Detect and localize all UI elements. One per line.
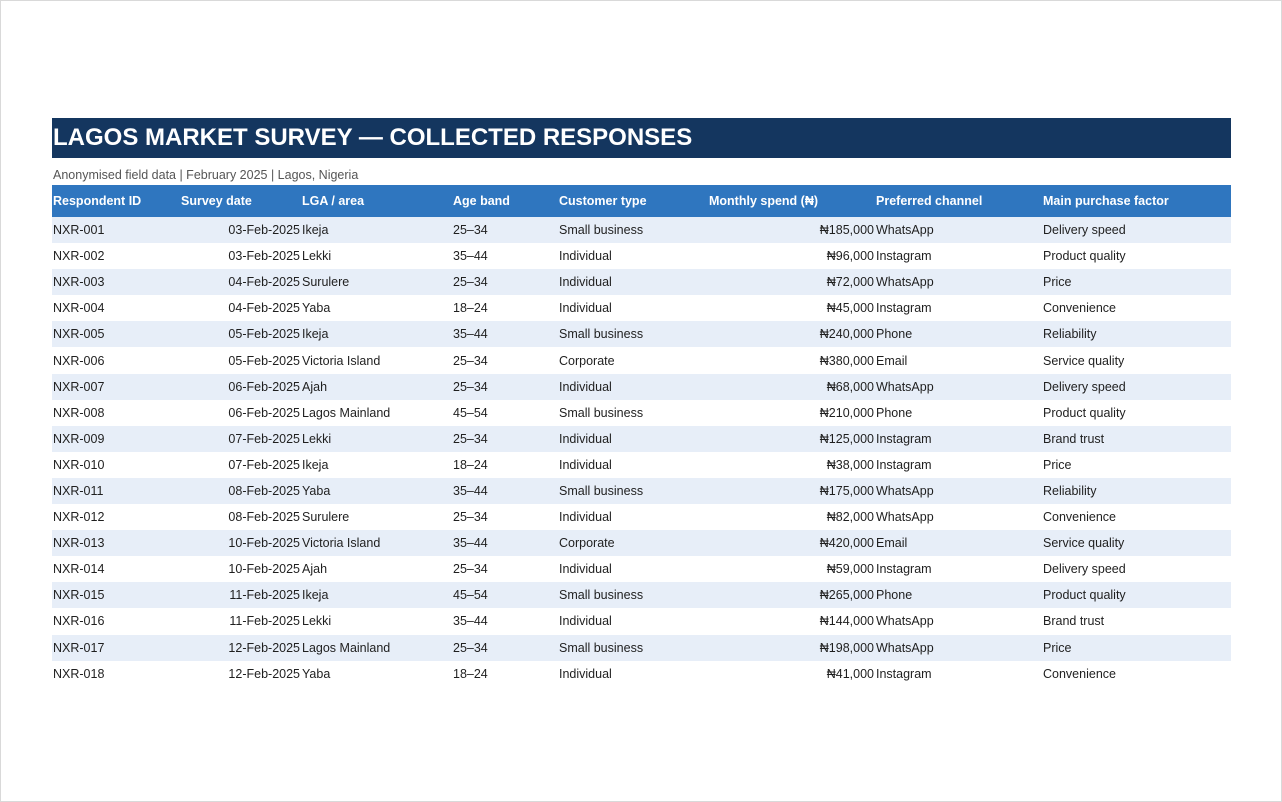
survey-date-cell[interactable]: 05-Feb-2025 [180,347,301,373]
age-band-cell[interactable]: 18–24 [452,452,558,478]
age-band-cell[interactable]: 25–34 [452,374,558,400]
lga-area-cell[interactable]: Ikeja [301,217,452,243]
lga-area-cell[interactable]: Lagos Mainland [301,400,452,426]
preferred-channel-cell[interactable]: Phone [875,582,1042,608]
preferred-channel-cell[interactable]: WhatsApp [875,269,1042,295]
sheet-title[interactable]: LAGOS MARKET SURVEY — COLLECTED RESPONSES [52,118,1231,158]
customer-type-cell[interactable]: Corporate [558,347,708,373]
monthly-spend-cell[interactable]: ₦420,000 [708,530,875,556]
main-purchase-factor-cell[interactable]: Convenience [1042,661,1231,687]
col-header-customer-type[interactable]: Customer type [558,185,708,217]
preferred-channel-cell[interactable]: Instagram [875,426,1042,452]
monthly-spend-cell[interactable]: ₦240,000 [708,321,875,347]
monthly-spend-cell[interactable]: ₦265,000 [708,582,875,608]
table-row [52,347,1231,373]
main-purchase-factor-cell[interactable]: Delivery speed [1042,217,1231,243]
main-purchase-factor-cell[interactable]: Service quality [1042,347,1231,373]
lga-area-cell[interactable]: Surulere [301,269,452,295]
lga-area-cell[interactable]: Yaba [301,295,452,321]
table-row [52,243,1231,269]
survey-date-cell[interactable]: 11-Feb-2025 [180,608,301,634]
lga-area-cell[interactable]: Victoria Island [301,530,452,556]
monthly-spend-cell[interactable]: ₦185,000 [708,217,875,243]
customer-type-cell[interactable]: Individual [558,608,708,634]
survey-date-cell[interactable]: 04-Feb-2025 [180,269,301,295]
age-band-cell[interactable]: 25–34 [452,347,558,373]
customer-type-cell[interactable]: Small business [558,635,708,661]
col-header-age-band[interactable]: Age band [452,185,558,217]
preferred-channel-cell[interactable]: Instagram [875,452,1042,478]
monthly-spend-cell[interactable]: ₦41,000 [708,661,875,687]
survey-date-cell[interactable]: 05-Feb-2025 [180,321,301,347]
lga-area-cell[interactable]: Yaba [301,478,452,504]
preferred-channel-cell[interactable]: Phone [875,400,1042,426]
monthly-spend-cell[interactable]: ₦144,000 [708,608,875,634]
table-row [52,269,1231,295]
table-row [52,374,1231,400]
preferred-channel-cell[interactable]: WhatsApp [875,608,1042,634]
table-row [52,530,1231,556]
age-band-cell[interactable]: 45–54 [452,582,558,608]
customer-type-cell[interactable]: Small business [558,478,708,504]
customer-type-cell[interactable]: Small business [558,321,708,347]
lga-area-cell[interactable]: Ikeja [301,582,452,608]
respondent-id-cell[interactable]: NXR-007 [52,374,180,400]
col-header-preferred-channel[interactable]: Preferred channel [875,185,1042,217]
monthly-spend-cell[interactable]: ₦72,000 [708,269,875,295]
customer-type-cell[interactable]: Individual [558,243,708,269]
customer-type-cell[interactable]: Individual [558,426,708,452]
main-purchase-factor-cell[interactable]: Delivery speed [1042,556,1231,582]
sheet-subtitle[interactable]: Anonymised field data | February 2025 | Lagos, Nigeria [53,168,359,182]
monthly-spend-cell[interactable]: ₦38,000 [708,452,875,478]
customer-type-cell[interactable]: Individual [558,661,708,687]
responses-table [52,185,1231,687]
preferred-channel-cell[interactable]: Email [875,530,1042,556]
age-band-cell[interactable]: 35–44 [452,608,558,634]
main-purchase-factor-cell[interactable]: Convenience [1042,504,1231,530]
survey-date-cell[interactable]: 03-Feb-2025 [180,243,301,269]
col-header-respondent-id[interactable]: Respondent ID [52,185,180,217]
age-band-cell[interactable]: 35–44 [452,243,558,269]
table-row [52,661,1231,687]
table-row [52,321,1231,347]
survey-date-cell[interactable]: 04-Feb-2025 [180,295,301,321]
age-band-cell[interactable]: 35–44 [452,321,558,347]
monthly-spend-cell[interactable]: ₦82,000 [708,504,875,530]
age-band-cell[interactable]: 35–44 [452,530,558,556]
table-row [52,582,1231,608]
respondent-id-cell[interactable]: NXR-016 [52,608,180,634]
table-row [52,295,1231,321]
respondent-id-cell[interactable]: NXR-015 [52,582,180,608]
table-row [52,635,1231,661]
preferred-channel-cell[interactable]: WhatsApp [875,504,1042,530]
respondent-id-cell[interactable]: NXR-008 [52,400,180,426]
lga-area-cell[interactable]: Ajah [301,556,452,582]
table-row [52,400,1231,426]
age-band-cell[interactable]: 25–34 [452,556,558,582]
main-purchase-factor-cell[interactable]: Price [1042,452,1231,478]
survey-date-cell[interactable]: 11-Feb-2025 [180,582,301,608]
main-purchase-factor-cell[interactable]: Price [1042,635,1231,661]
age-band-cell[interactable]: 25–34 [452,635,558,661]
age-band-cell[interactable]: 25–34 [452,269,558,295]
customer-type-cell[interactable]: Individual [558,269,708,295]
customer-type-cell[interactable]: Individual [558,504,708,530]
respondent-id-cell[interactable]: NXR-017 [52,635,180,661]
preferred-channel-cell[interactable]: WhatsApp [875,478,1042,504]
respondent-id-cell[interactable]: NXR-005 [52,321,180,347]
table-row [52,504,1231,530]
table-row [52,478,1231,504]
col-header-main-purchase-factor[interactable]: Main purchase factor [1042,185,1231,217]
table-row [52,452,1231,478]
main-purchase-factor-cell[interactable]: Price [1042,269,1231,295]
lga-area-cell[interactable]: Lekki [301,243,452,269]
table-row [52,608,1231,634]
respondent-id-cell[interactable]: NXR-012 [52,504,180,530]
customer-type-cell[interactable]: Corporate [558,530,708,556]
preferred-channel-cell[interactable]: WhatsApp [875,635,1042,661]
main-purchase-factor-cell[interactable]: Reliability [1042,321,1231,347]
main-purchase-factor-cell[interactable]: Delivery speed [1042,374,1231,400]
survey-date-cell[interactable]: 03-Feb-2025 [180,217,301,243]
survey-date-cell[interactable]: 12-Feb-2025 [180,661,301,687]
customer-type-cell[interactable]: Individual [558,452,708,478]
lga-area-cell[interactable]: Lekki [301,608,452,634]
preferred-channel-cell[interactable]: Email [875,347,1042,373]
survey-date-cell[interactable]: 07-Feb-2025 [180,452,301,478]
respondent-id-cell[interactable]: NXR-018 [52,661,180,687]
survey-date-cell[interactable]: 06-Feb-2025 [180,374,301,400]
table-row [52,217,1231,243]
header-row [52,185,1231,217]
preferred-channel-cell[interactable]: Instagram [875,295,1042,321]
col-header-lga-area[interactable]: LGA / area [301,185,452,217]
survey-date-cell[interactable]: 07-Feb-2025 [180,426,301,452]
survey-date-cell[interactable]: 08-Feb-2025 [180,504,301,530]
customer-type-cell[interactable]: Small business [558,217,708,243]
respondent-id-cell[interactable]: NXR-006 [52,347,180,373]
lga-area-cell[interactable]: Yaba [301,661,452,687]
monthly-spend-cell[interactable]: ₦68,000 [708,374,875,400]
respondent-id-cell[interactable]: NXR-004 [52,295,180,321]
respondent-id-cell[interactable]: NXR-002 [52,243,180,269]
preferred-channel-cell[interactable]: Instagram [875,556,1042,582]
main-purchase-factor-cell[interactable]: Service quality [1042,530,1231,556]
age-band-cell[interactable]: 25–34 [452,504,558,530]
monthly-spend-cell[interactable]: ₦96,000 [708,243,875,269]
lga-area-cell[interactable]: Victoria Island [301,347,452,373]
monthly-spend-cell[interactable]: ₦210,000 [708,400,875,426]
preferred-channel-cell[interactable]: Instagram [875,661,1042,687]
monthly-spend-cell[interactable]: ₦175,000 [708,478,875,504]
main-purchase-factor-cell[interactable]: Product quality [1042,400,1231,426]
survey-date-cell[interactable]: 06-Feb-2025 [180,400,301,426]
respondent-id-cell[interactable]: NXR-013 [52,530,180,556]
monthly-spend-cell[interactable]: ₦198,000 [708,635,875,661]
col-header-monthly-spend[interactable]: Monthly spend (₦) [708,185,875,217]
age-band-cell[interactable]: 18–24 [452,295,558,321]
lga-area-cell[interactable]: Ikeja [301,321,452,347]
main-purchase-factor-cell[interactable]: Brand trust [1042,426,1231,452]
main-purchase-factor-cell[interactable]: Product quality [1042,582,1231,608]
respondent-id-cell[interactable]: NXR-001 [52,217,180,243]
respondent-id-cell[interactable]: NXR-003 [52,269,180,295]
monthly-spend-cell[interactable]: ₦125,000 [708,426,875,452]
customer-type-cell[interactable]: Small business [558,400,708,426]
monthly-spend-cell[interactable]: ₦45,000 [708,295,875,321]
preferred-channel-cell[interactable]: WhatsApp [875,217,1042,243]
customer-type-cell[interactable]: Individual [558,556,708,582]
age-band-cell[interactable]: 25–34 [452,217,558,243]
customer-type-cell[interactable]: Small business [558,582,708,608]
monthly-spend-cell[interactable]: ₦59,000 [708,556,875,582]
main-purchase-factor-cell[interactable]: Convenience [1042,295,1231,321]
lga-area-cell[interactable]: Lekki [301,426,452,452]
table-row [52,426,1231,452]
respondent-id-cell[interactable]: NXR-010 [52,452,180,478]
lga-area-cell[interactable]: Ajah [301,374,452,400]
lga-area-cell[interactable]: Ikeja [301,452,452,478]
col-header-survey-date[interactable]: Survey date [180,185,301,217]
age-band-cell[interactable]: 18–24 [452,661,558,687]
survey-date-cell[interactable]: 10-Feb-2025 [180,556,301,582]
respondent-id-cell[interactable]: NXR-011 [52,478,180,504]
lga-area-cell[interactable]: Lagos Mainland [301,635,452,661]
customer-type-cell[interactable]: Individual [558,295,708,321]
main-purchase-factor-cell[interactable]: Brand trust [1042,608,1231,634]
survey-date-cell[interactable]: 08-Feb-2025 [180,478,301,504]
lga-area-cell[interactable]: Surulere [301,504,452,530]
main-purchase-factor-cell[interactable]: Product quality [1042,243,1231,269]
main-purchase-factor-cell[interactable]: Reliability [1042,478,1231,504]
survey-date-cell[interactable]: 10-Feb-2025 [180,530,301,556]
respondent-id-cell[interactable]: NXR-014 [52,556,180,582]
preferred-channel-cell[interactable]: Instagram [875,243,1042,269]
age-band-cell[interactable]: 35–44 [452,478,558,504]
respondent-id-cell[interactable]: NXR-009 [52,426,180,452]
age-band-cell[interactable]: 25–34 [452,426,558,452]
survey-date-cell[interactable]: 12-Feb-2025 [180,635,301,661]
preferred-channel-cell[interactable]: WhatsApp [875,374,1042,400]
table-row [52,556,1231,582]
customer-type-cell[interactable]: Individual [558,374,708,400]
preferred-channel-cell[interactable]: Phone [875,321,1042,347]
age-band-cell[interactable]: 45–54 [452,400,558,426]
monthly-spend-cell[interactable]: ₦380,000 [708,347,875,373]
